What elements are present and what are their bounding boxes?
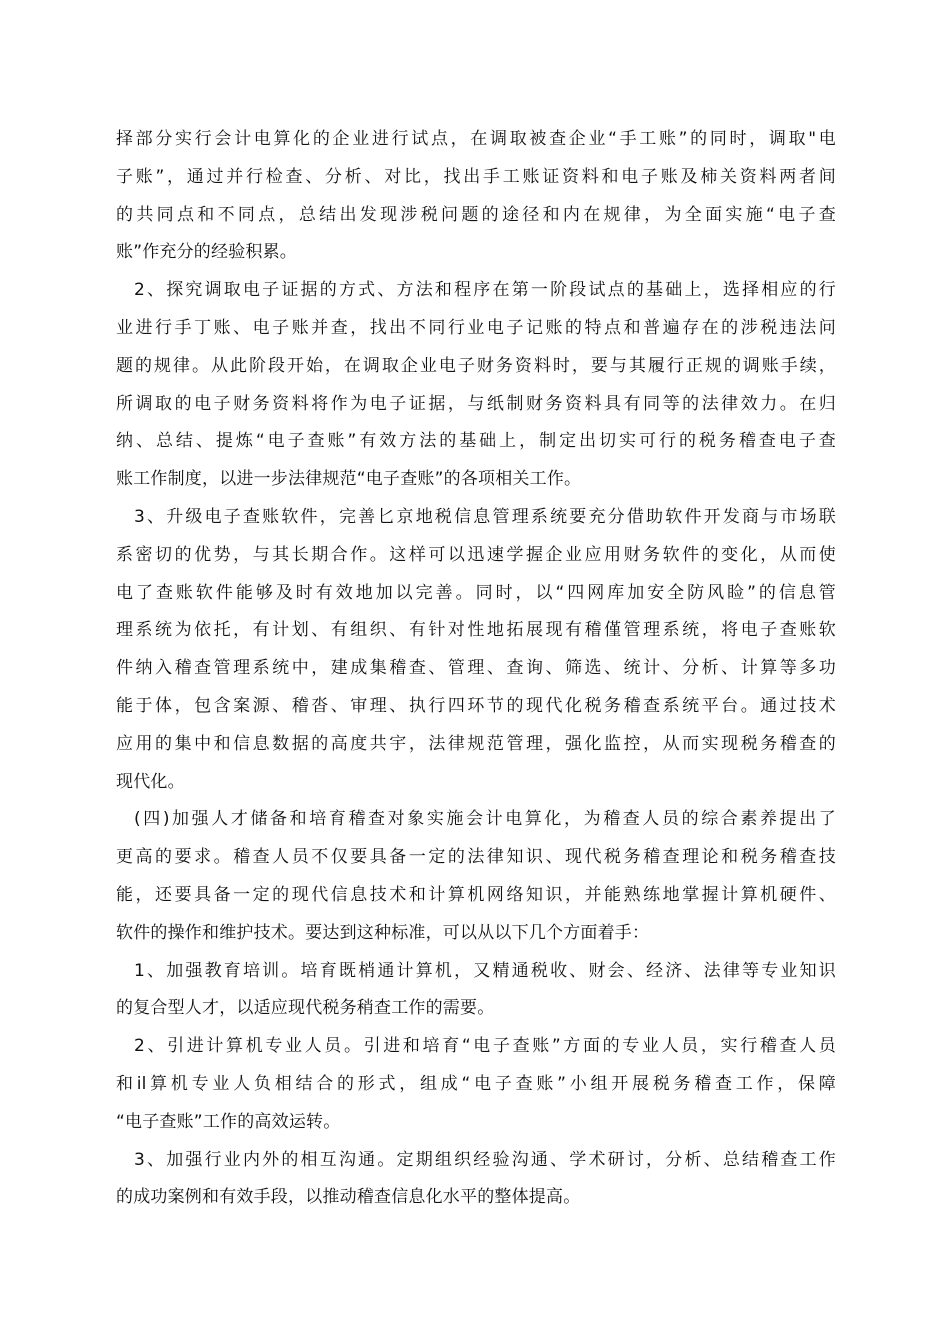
text-line: 软件的操作和维护技术。要达到这种标准，可以从以下几个方面着手： (116, 922, 650, 943)
text-line: 子账”，通过并行检查、分析、对比，找出手工账证资料和电子账及柿关资料两者间 (116, 166, 836, 187)
text-line: 和il算机专业人负相结合的形式，组成“电子查账”小组开展税务稽查工作，保障 (116, 1073, 836, 1094)
text-line: 2、引进计算机专业人员。引进和培育“电子查账”方面的专业人员，实行稽查人员 (134, 1036, 836, 1057)
paragraph-communication (116, 1142, 836, 1218)
text-line: 应用的集中和信息数据的高度共宇，法律规范管理，强化监控，从而实现税务稽查的 (116, 733, 836, 754)
text-line: 能，还要具备一定的现代信息技术和计算机网络知识，并能熟练地掌握计算机硬件、 (116, 884, 836, 905)
paragraph-trial-computerized-accounting (116, 121, 836, 272)
text-line: 业进行手丁账、电子账并查，找出不同行业电子记账的特点和普遍存在的涉税违法问 (116, 317, 836, 338)
text-line: “电子查账”工作的高效运转。 (116, 1111, 341, 1132)
text-line: 现代化。 (116, 771, 185, 792)
paragraph-education-training (116, 953, 836, 1029)
text-line: 的共同点和不同点，总结出发现涉税问题的途径和内在规律，为全面实施“电子查 (116, 204, 836, 225)
text-line: 择部分实行会计电算化的企业进行试点，在调取被查企业“手工账”的同时，调取"电 (116, 129, 836, 149)
text-line: 纳、总结、提炼“电子查账”有效方法的基础上，制定出切实可行的税务稽查电子查 (116, 431, 836, 452)
paragraph-electronic-evidence (116, 272, 836, 499)
text-line: 的复合型人才，以适应现代税务稍查工作的需要。 (116, 998, 495, 1019)
text-line: 3、加强行业内外的相互沟通。定期组织经验沟通、学术研讨，分析、总结稽查工作 (134, 1149, 836, 1170)
text-line: 的成功案例和有效手段，以推动稽查信息化水平的整体提高。 (116, 1187, 581, 1208)
text-line: 电了查账软件能够及时有效地加以完善。同时，以“四网库加安全防风睑”的信息管 (116, 582, 836, 603)
text-line: 件纳入稽查管理系统中，建成集稽查、管理、查询、筛选、统计、分析、计算等多功 (116, 658, 836, 679)
text-line: 更高的要求。稽查人员不仅要具备一定的法律知识、现代税务稽查理论和税务稽查技 (116, 847, 836, 868)
text-line: 账工作制度，以进一步法律规范“电子查账”的各项相关工作。 (116, 469, 582, 490)
text-line: 2、探究调取电子证据的方式、方法和程序在第一阶段试点的基础上，选择相应的行 (134, 280, 836, 301)
paragraph-talent-reserve (116, 801, 836, 952)
text-line: 理系统为依托，有计划、有组织、有针对性地拓展现有稽僅管理系统，将电子查账软 (116, 620, 836, 641)
paragraph-recruit-specialists (116, 1028, 836, 1141)
text-line: 系密切的优势，与其长期合作。这样可以迅速学握企业应用财务软件的变化，从而使 (116, 544, 836, 565)
text-line: 3、升级电子查账软件，完善匕京地税信息管理系统要充分借助软件开发商与市场联 (134, 506, 836, 527)
document-body (116, 121, 836, 1217)
text-line: 1、加强教育培训。培育既梢通计算机，又精通税收、财会、经济、法律等专业知识 (134, 960, 836, 981)
text-line: 题的规律。从此阶段开始，在调取企业电子财务资料时，要与其履行正规的调账手续， (116, 355, 836, 376)
text-line: 所调取的电子财务资料将作为电子证据，与纸制财务资料具有同等的法律效力。在归 (116, 393, 836, 414)
paragraph-upgrade-software (116, 499, 836, 801)
text-line: (四)加强人才储备和培育稽查对象实施会计电算化，为稽查人员的综合素养提出了 (134, 809, 836, 830)
text-line: 账”作充分的经验积累。 (116, 242, 298, 263)
text-line: 能于体，包含案源、稽沓、审理、执行四环节的现代化税务稽查系统平台。通过技术 (116, 695, 836, 716)
